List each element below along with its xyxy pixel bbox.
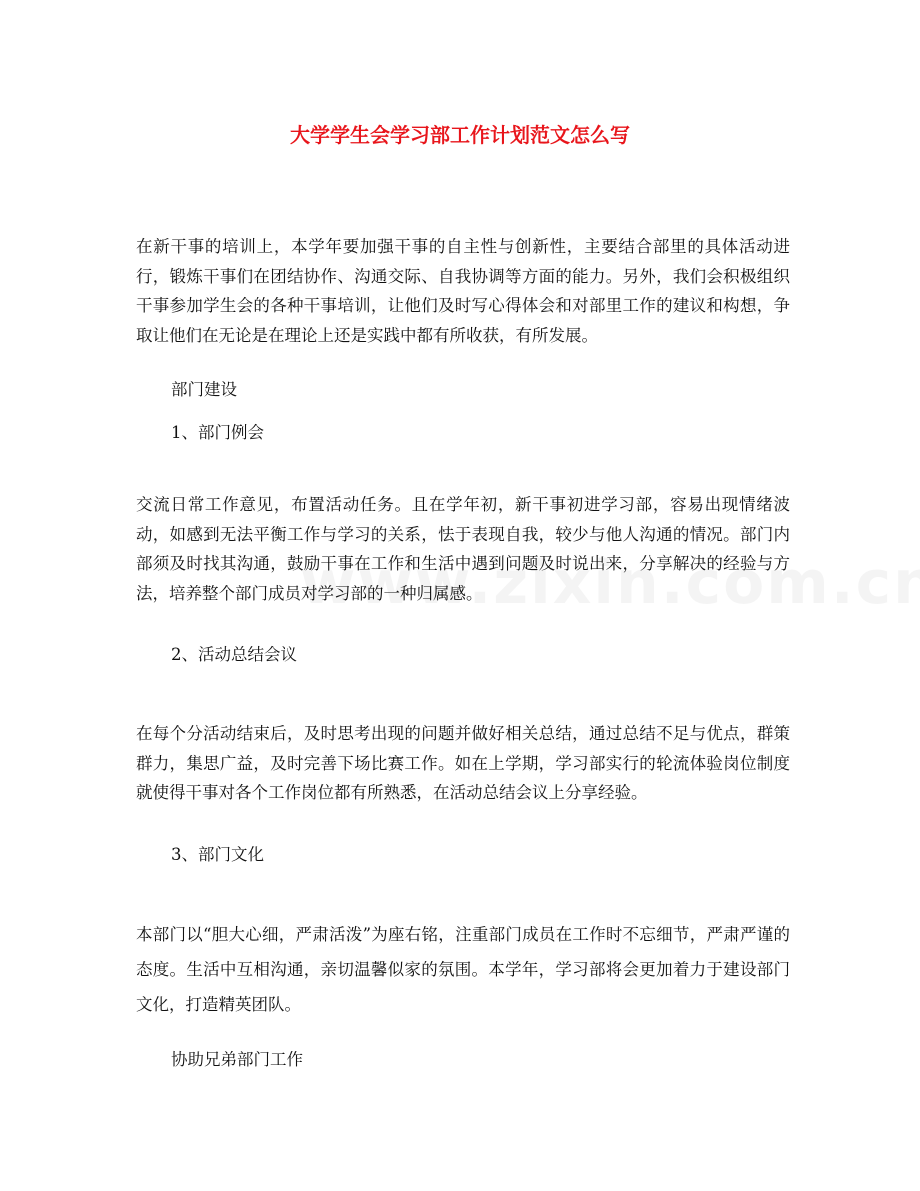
subheading-department-culture: 3、部门文化 — [171, 845, 264, 864]
subheading-department-meeting: 1、部门例会 — [171, 423, 264, 442]
subheading-activity-summary: 2、活动总结会议 — [171, 645, 297, 664]
paragraph-meeting: 交流日常工作意见，布置活动任务。且在学年初，新干事初进学习部，容易出现情绪波动，如感到无法平衡工作与学习的关系，怯于表现自我，较少与他人沟通的情况。部门内部须及时找其沟通，鼓励干事在工作和生活中遇到问题及时说出来，分享解决的经验与方法，培养整个部门成员对学习部的一种归属感。 — [136, 495, 790, 603]
document-title: 大学学生会学习部工作计划范文怎么写 — [290, 123, 630, 147]
section-heading-assist-departments: 协助兄弟部门工作 — [171, 1050, 303, 1069]
section-heading-department-building: 部门建设 — [171, 380, 237, 399]
paragraph-training: 在新干事的培训上，本学年要加强干事的自主性与创新性，主要结合部里的具体活动进行，锻炼干事们在团结协作、沟通交际、自我协调等方面的能力。另外，我们会积极组织干事参加学生会的各种干事培训，让他们及时写心得体会和对部里工作的建议和构想，争取让他们在无论是在理论上还是实践中都有所收获，有所发展。 — [136, 237, 790, 345]
paragraph-culture: 本部门以“胆大心细，严肃活泼”为座右铭，注重部门成员在工作时不忘细节，严肃严谨的态度。生活中互相沟通，亲切温馨似家的氛围。本学年，学习部将会更加着力于建设部门文化，打造精英团队。 — [136, 925, 790, 1014]
paragraph-activity-summary: 在每个分活动结束后，及时思考出现的问题并做好相关总结，通过总结不足与优点，群策群力，集思广益，及时完善下场比赛工作。如在上学期，学习部实行的轮流体验岗位制度就使得干事对各个工作岗位都有所熟悉，在活动总结会议上分享经验。 — [136, 724, 790, 802]
